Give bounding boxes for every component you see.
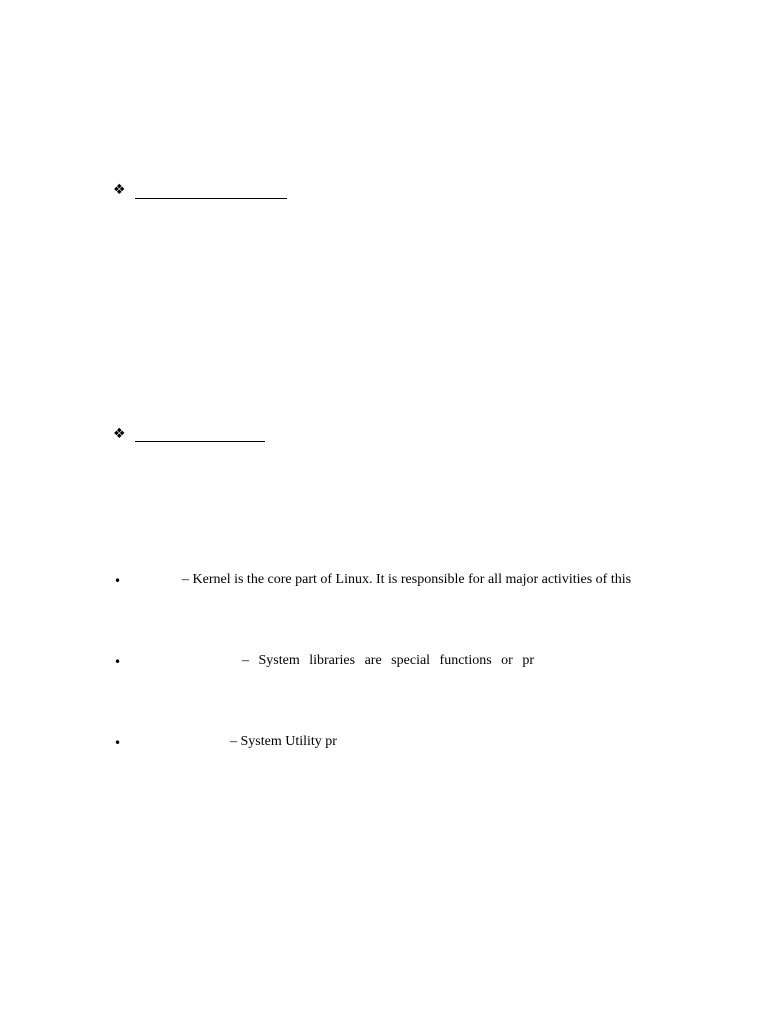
list-item-text: – Kernel is the core part of Linux. It is responsible for all major activities of this xyxy=(182,572,632,587)
bullet-icon: • xyxy=(114,574,122,588)
bullet-icon: • xyxy=(114,736,122,750)
diamond-bullet-icon: ❖ xyxy=(113,426,126,442)
diamond-bullet-icon: ❖ xyxy=(113,182,126,198)
heading-underline xyxy=(135,441,265,442)
bullet-icon: • xyxy=(114,655,122,669)
heading-underline xyxy=(135,198,287,199)
list-item-text: – System libraries are special functions or pr xyxy=(242,653,534,668)
list-item-text: – System Utility pr xyxy=(230,734,337,749)
